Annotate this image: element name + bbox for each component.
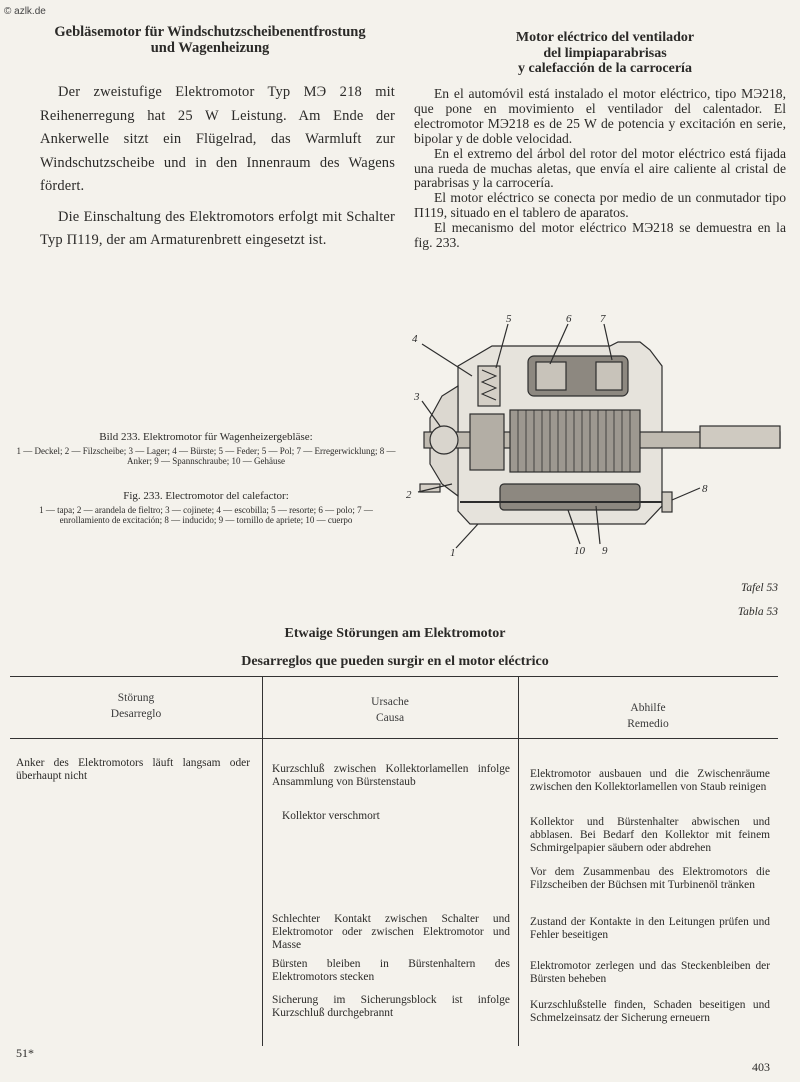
table-column-divider-1 (262, 676, 263, 1046)
callout-3: 3 (414, 391, 420, 403)
callout-9: 9 (602, 545, 608, 557)
table-header-cause (262, 694, 518, 726)
german-body (40, 81, 395, 260)
callout-4: 4 (412, 333, 418, 345)
figure-caption-spanish-legend: 1 — tapa; 2 — arandela de fieltro; 3 — cojinete; 4 — escobilla; 5 — resorte; 6 — polo; 7 — enrollamiento de excitación; 8 — inducido; 9 — tornillo de apriete; 10 — cuerpo (39, 505, 373, 525)
table-header-rule (10, 738, 778, 739)
spanish-title-line-1: Motor eléctrico del ventilador (515, 30, 695, 45)
table-number-german: Tafel 53 (741, 582, 778, 594)
header-remedy-de: Abhilfe (630, 702, 666, 714)
table-number-spanish: Tabla 53 (737, 606, 778, 618)
remedy-3: Vor dem Zusammenbau des Elektromotors die Filzscheiben der Büchsen mit Turbinenöl tränken (530, 866, 770, 891)
spanish-paragraph-1: En el automóvil está instalado el motor eléctrico, tipo МЭ218, que pone en movimiento el ventilador del calentador. El electromotor МЭ218 es de 25 W de potencia y excitación en serie, bipolar y de doble velocidad. (414, 86, 786, 146)
callout-1: 1 (450, 547, 456, 559)
spanish-paragraph-4: El mecanismo del motor eléctrico МЭ218 se demuestra en la fig. 233. (414, 220, 786, 251)
table-top-rule (10, 676, 778, 677)
callout-8: 8 (702, 483, 708, 495)
electric-motor-drawing (400, 306, 800, 568)
remedy-4: Zustand der Kontakte in den Leitungen prüfen und Fehler beseitigen (530, 916, 770, 941)
figure-caption-spanish (16, 489, 396, 525)
figure-caption-german-legend: 1 — Deckel; 2 — Filzscheibe; 3 — Lager; 4 — Bürste; 5 — Feder; 5 — Pol; 7 — Erregerwicklung; 8 — Anker; 9 — Spannschraube; 10 — Gehäuse (16, 446, 396, 466)
page-number: 403 (752, 1060, 770, 1074)
cause-3: Schlechter Kontakt zwischen Schalter und Elektromotor oder zwischen Elektromotor und Masse (272, 913, 510, 951)
header-cause-es: Causa (375, 712, 405, 724)
signature-mark: 51* (16, 1046, 34, 1060)
header-fault-de: Störung (117, 692, 155, 704)
german-paragraph-2: Die Einschaltung des Elektromotors erfolgt mit Schalter Typ П119, der am Armaturenbrett eingesetzt ist. (40, 208, 395, 248)
remedy-6: Kurzschlußstelle finden, Schaden beseitigen und Schmelzeinsatz der Sicherung erneuern (530, 999, 770, 1024)
german-paragraph-1: Der zweistufige Elektromotor Typ МЭ 218 mit Reihenerregung hat 25 W Leistung. Am Ende der Ankerwelle sitzt ein Flügelrad, das Warmluft zur Windschutzscheibe und in den Innenraum des Wagens fördert. (40, 84, 395, 194)
header-remedy-es: Remedio (627, 718, 669, 730)
spanish-body (414, 87, 786, 251)
cause-2: Kollektor verschmort (282, 810, 380, 822)
cause-4: Bürsten bleiben in Bürstenhaltern des Elektromotors stecken (272, 958, 510, 983)
remedy-2: Kollektor und Bürstenhalter abwischen und abblasen. Bei Bedarf den Kollektor mit feinem Schmirgelpapier säubern oder abdrehen (530, 816, 770, 854)
figure-caption-german (16, 430, 396, 466)
spanish-paragraph-2: En el extremo del árbol del rotor del motor eléctrico está fijada una rueda de muchas aletas, que envía el aire caliente al cristal de parabrisas y la carrocería. (414, 145, 786, 191)
callout-5: 5 (506, 313, 512, 325)
german-title-line-1: Gebläsemotor für Windschutzscheibenentfrostung (54, 24, 366, 40)
header-fault-es: Desarreglo (110, 708, 162, 720)
figure-caption-spanish-title: Fig. 233. Electromotor del calefactor: (123, 490, 289, 502)
figure-caption-german-title: Bild 233. Elektromotor für Wagenheizergebläse: (99, 431, 313, 443)
callout-6: 6 (566, 313, 572, 325)
fault-cell: Anker des Elektromotors läuft langsam oder überhaupt nicht (16, 757, 250, 782)
cause-1: Kurzschluß zwischen Kollektorlamellen infolge Ansammlung von Bürstenstaub (272, 763, 510, 788)
german-title-line-2: und Wagenheizung (150, 40, 270, 56)
callout-2: 2 (406, 489, 412, 501)
spanish-title-line-2: del limpiaparabrisas (543, 45, 667, 61)
table-header-remedy (518, 700, 778, 732)
watermark: © azlk.de (4, 6, 46, 17)
table-title-german: Etwaige Störungen am Elektromotor (284, 626, 506, 641)
spanish-paragraph-3: El motor eléctrico se conecta por medio de un conmutador tipo П119, situado en el tablero de aparatos. (414, 190, 786, 221)
spanish-title-line-3: y calefacción de la carrocería (518, 61, 692, 76)
german-section-title (30, 24, 390, 56)
remedy-5: Elektromotor zerlegen und das Steckenbleiben der Bürsten beheben (530, 960, 770, 985)
remedy-1: Elektromotor ausbauen und die Zwischenräume zwischen den Kollektorlamellen von Staub reinigen (530, 768, 770, 793)
cause-5: Sicherung im Sicherungsblock ist infolge Kurzschluß durchgebrannt (272, 994, 510, 1019)
table-header-fault (10, 690, 262, 722)
spanish-section-title (410, 30, 800, 77)
table-title-spanish: Desarreglos que pueden surgir en el motor eléctrico (241, 654, 549, 669)
header-cause-de: Ursache (371, 696, 409, 708)
callout-7: 7 (600, 313, 606, 325)
callout-10: 10 (574, 545, 585, 557)
